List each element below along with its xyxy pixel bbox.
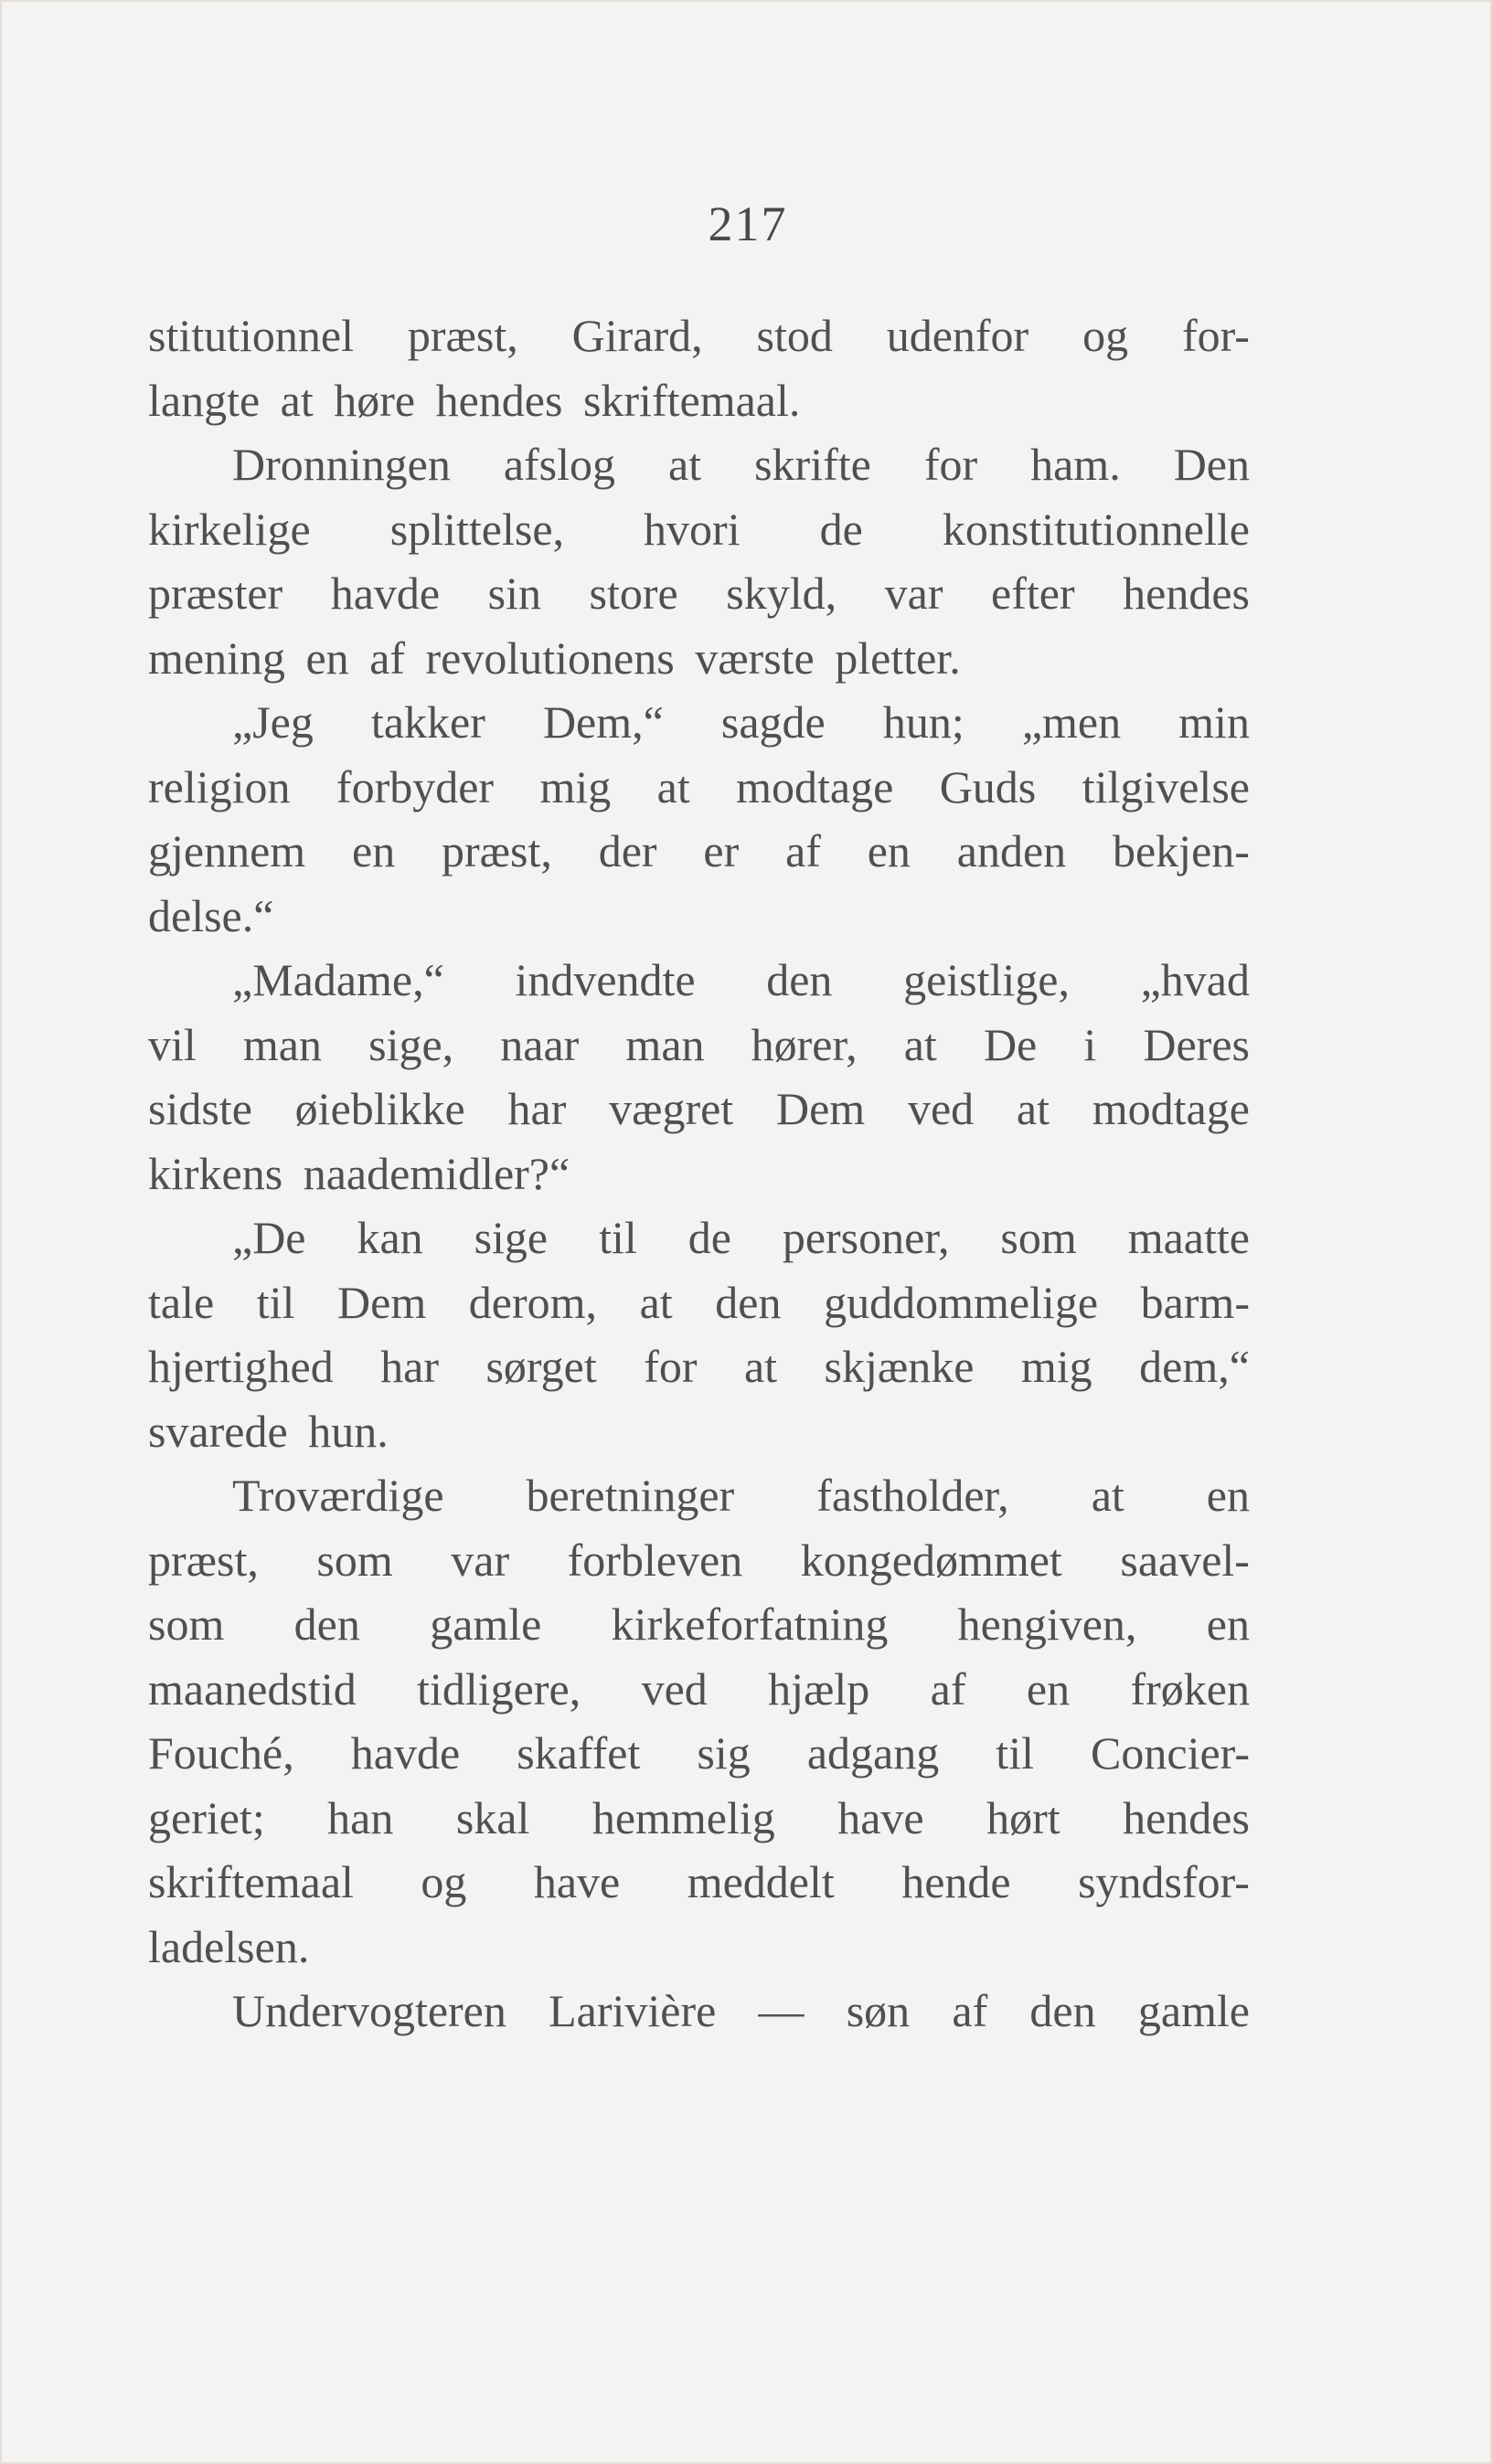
text-line: som den gamle kirkeforfatning hengiven, en — [148, 1598, 1250, 1650]
text-line: Troværdige beretninger fastholder, at en — [232, 1470, 1250, 1521]
text-line: kirkens naademidler?“ — [148, 1147, 570, 1199]
text-line: „Jeg takker Dem,“ sagde hun; „men min — [232, 696, 1250, 748]
text-line: gjennem en præst, der er af en anden bekjen- — [148, 825, 1250, 876]
text-line: mening en af revolutionens værste pletter. — [148, 632, 961, 684]
text-line: Undervogteren Larivière — søn af den gamle — [232, 1985, 1250, 2036]
body-text — [148, 303, 1250, 2044]
text-line: præster havde sin store skyld, var efter hendes — [148, 568, 1250, 619]
text-line: delse.“ — [148, 889, 274, 941]
text-line: skriftemaal og have meddelt hende syndsfor- — [148, 1856, 1250, 1907]
text-line: geriet; han skal hemmelig have hørt hendes — [148, 1791, 1250, 1843]
text-line: „De kan sige til de personer, som maatte — [232, 1212, 1250, 1263]
text-line: hjertighed har sørget for at skjænke mig dem,“ — [148, 1341, 1250, 1392]
text-line: langte at høre hendes skriftemaal. — [148, 374, 801, 426]
text-line: maanedstid tidligere, ved hjælp af en frøken — [148, 1662, 1250, 1715]
text-line: „Madame,“ indvendte den geistlige, „hvad — [232, 954, 1250, 1005]
page-number: 217 — [708, 196, 788, 251]
text-line: tale til Dem derom, at den guddommelige barm- — [148, 1276, 1250, 1328]
text-line: sidste øieblikke har vægret Dem ved at modtage — [148, 1083, 1250, 1134]
text-line: stitutionnel præst, Girard, stod udenfor og for- — [148, 310, 1250, 361]
text-line: svarede hun. — [148, 1405, 389, 1457]
text-line: vil man sige, naar man hører, at De i Deres — [148, 1018, 1250, 1070]
text-line: ladelsen. — [148, 1920, 310, 1972]
text-line: religion forbyder mig at modtage Guds tilgivelse — [148, 760, 1250, 812]
text-line: Dronningen afslog at skrifte for ham. Den — [232, 439, 1250, 490]
text-line: præst, som var forbleven kongedømmet saavel- — [148, 1534, 1250, 1586]
text-line: Fouché, havde skaffet sig adgang til Concier- — [148, 1727, 1250, 1779]
text-line: kirkelige splittelse, hvori de konstitutionnelle — [148, 503, 1250, 555]
